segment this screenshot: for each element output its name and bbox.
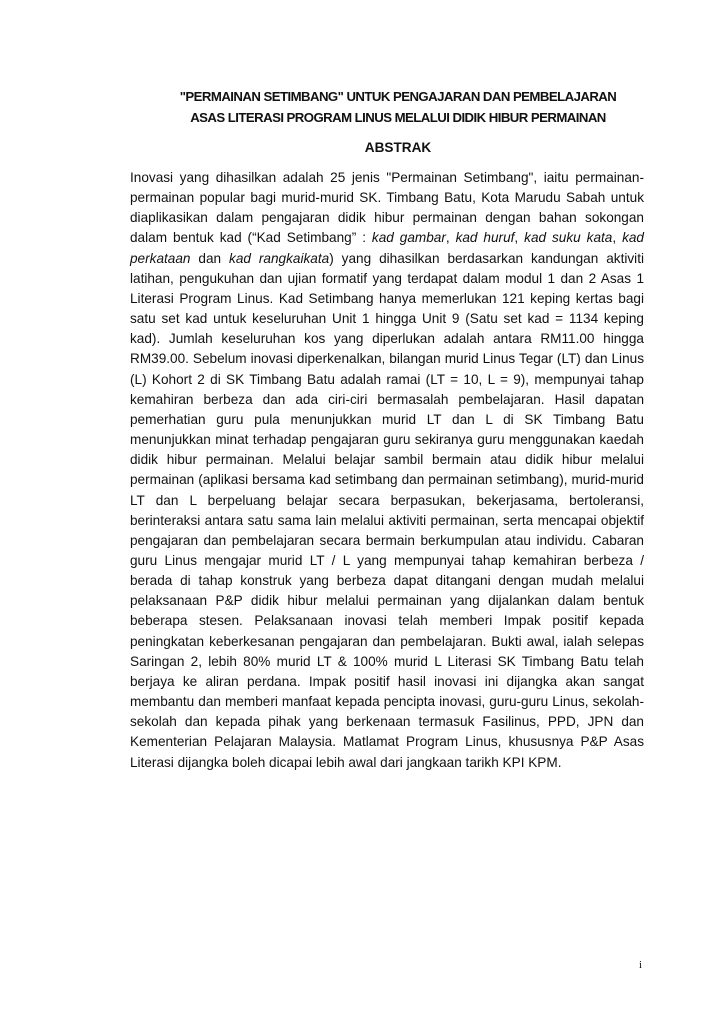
separator-4: dan xyxy=(190,250,230,266)
italic-kad-gambar: kad gambar xyxy=(371,230,446,246)
title-line-1: "PERMAINAN SETIMBANG" UNTUK PENGAJARAN DAN PEMBELAJARAN xyxy=(179,89,617,104)
separator-1: , xyxy=(445,230,456,246)
italic-kad-suku-kata: kad suku kata xyxy=(524,230,613,246)
abstract-paragraph xyxy=(130,168,644,773)
document-title xyxy=(130,86,666,128)
separator-3: , xyxy=(612,230,623,246)
italic-kad-perkataan: kad perkataan xyxy=(130,230,644,266)
separator-2: , xyxy=(514,230,525,246)
abstract-text-part-1: Inovasi yang dihasilkan adalah 25 jenis "Permainan Setimbang", iaitu permainan-permainan popular bagi murid-murid SK. Timbang Batu, Kota Marudu Sabah untuk diaplikasikan dalam pengajaran didik hibur permainan dengan bahan sokongan dalam bentuk kad (“Kad Setimbang” : xyxy=(130,170,644,246)
abstract-heading: ABSTRAK xyxy=(364,140,432,155)
italic-kad-huruf: kad huruf xyxy=(455,230,515,246)
page-number: i xyxy=(638,959,642,971)
italic-kad-rangkaikata: kad rangkaikata xyxy=(229,250,330,266)
title-line-2: ASAS LITERASI PROGRAM LINUS MELALUI DIDIK HIBUR PERMAINAN xyxy=(190,110,606,125)
abstract-text-part-2: ) yang dihasilkan berdasarkan kandungan aktiviti latihan, pengukuhan dan ujian formatif yang terdapat dalam modul 1 dan 2 Asas 1 Literasi Program Linus. Kad Setimbang hanya memerlukan 121 keping kertas bagi satu set kad untuk keseluruhan Unit 1 hingga Unit 9 (Satu set kad = 1134 keping kad). Jumlah keseluruhan kos yang diperlukan adalah antara RM11.00 hingga RM39.00. Sebelum inovasi diperkenalkan, bilangan murid Linus Tegar (LT) dan Linus (L) Kohort 2 di SK Timbang Batu adalah ramai (LT = 10, L = 9), mempunyai tahap kemahiran berbeza dan ada ciri-ciri bermasalah pembelajaran. Hasil dapatan pemerhatian guru pula menunjukkan murid LT dan L di SK Timbang Batu menunjukkan minat terhadap pengajaran guru sekiranya guru menggunakan kaedah didik hibur permainan. Melalui belajar sambil bermain atau didik hibur melalui permainan (aplikasi bersama kad setimbang dan permainan setimbang), murid-murid LT dan L berpeluang belajar secara berpasukan, bekerjasama, bertoleransi, berinteraksi antara satu sama lain melalui aktiviti permainan, serta mencapai objektif pengajaran dan pembelajaran secara bermain berkumpulan atau individu. Cabaran guru Linus mengajar murid LT / L yang mempunyai tahap kemahiran berbeza / berada di tahap konstruk yang berbeza dapat ditangani dengan mudah melalui pelaksanaan P&P didik hibur melalui permainan yang dijalankan dalam bentuk beberapa stesen. Pelaksanaan inovasi telah memberi Impak positif kepada peningkatan keberkesanan pengajaran dan pembelajaran. Bukti awal, ialah selepas Saringan 2, lebih 80% murid LT & 100% murid L Literasi SK Timbang Batu telah berjaya ke aliran perdana. Impak positif hasil inovasi ini dijangka akan sangat membantu dan memberi manfaat kepada pencipta inovasi, guru-guru Linus, sekolah-sekolah dan kepada pihak yang berkenaan termasuk Fasilinus, PPD, JPN dan Kementerian Pelajaran Malaysia. Matlamat Program Linus, khususnya P&P Asas Literasi dijangka boleh dicapai lebih awal dari jangkaan tarikh KPI KPM. xyxy=(130,250,645,770)
